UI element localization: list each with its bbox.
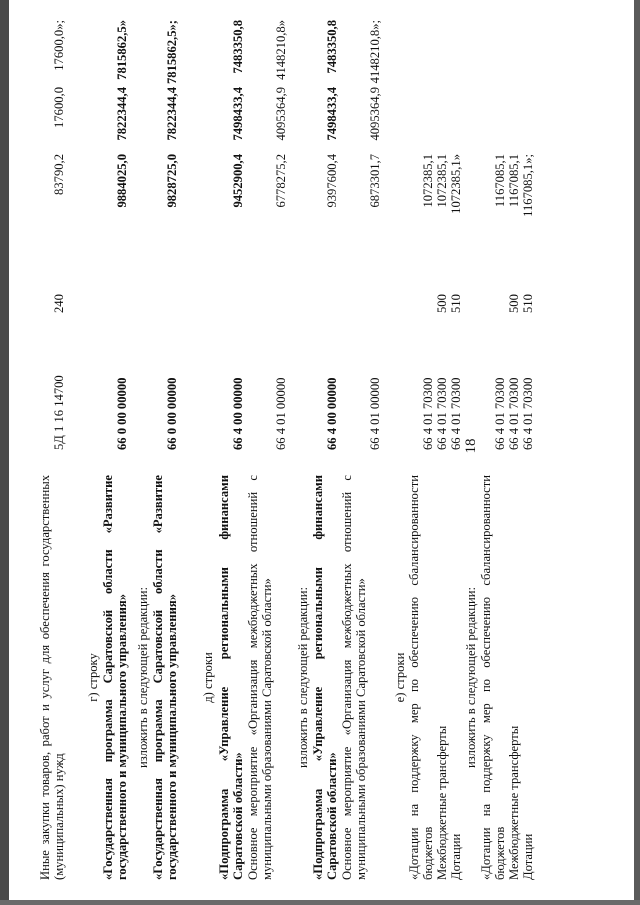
row-value-1: 6873301,7 [368, 154, 382, 208]
row-value-1: 9884025,0 [115, 154, 129, 208]
row-name: Дотации [521, 833, 535, 880]
row-kvr: 500 [507, 294, 521, 313]
row-value-3: 7815862,5»; [165, 20, 179, 85]
row-kcsr: 66 4 01 70300 [449, 377, 463, 450]
row-kcsr: 66 4 01 70300 [421, 377, 435, 450]
row-value-2: 17600,0 [52, 87, 66, 128]
redaction-note: изложить в следующей редакции: [296, 586, 310, 769]
row-value-1: 1167085,1»; [521, 154, 535, 217]
section-g-heading: г) строку [86, 653, 100, 702]
row-kcsr: 66 4 01 70300 [521, 377, 535, 450]
row-value-1: 9397600,4 [325, 154, 339, 208]
row-kcsr: 66 4 00 00000 [231, 377, 245, 450]
section-d-heading: д) строки [201, 652, 215, 703]
row-value-1: 1072385,1 [421, 154, 435, 208]
row-kvr: 510 [521, 294, 535, 313]
row-value-3: 17600,0»; [52, 20, 66, 71]
row-kcsr: 66 4 01 70300 [493, 377, 507, 450]
row-value-1: 9452900,4 [231, 154, 245, 208]
row-name: «Государственная программа Саратовской области «Развитие государственного и муниципального управления» [151, 475, 179, 880]
row-value-1: 1072385,1 [435, 154, 449, 208]
row-value-3: 4148210,8» [274, 20, 288, 80]
row-name: Межбюджетные трансферты [435, 725, 449, 880]
row-value-1: 1072385,1» [449, 154, 463, 214]
section-e-heading: е) строки [393, 652, 407, 703]
row-kvr: 510 [449, 294, 463, 313]
row-value-1: 1167085,1 [493, 154, 507, 208]
row-name: Основное мероприятие «Организация межбюджетных отношений с муниципальными образованиями Саратовской области» [340, 475, 368, 880]
row-kcsr: 66 4 01 00000 [274, 377, 288, 450]
row-value-2: 7498433,4 [231, 87, 245, 141]
row-name: «Государственная программа Саратовской области «Развитие государственного и муниципального управления» [101, 475, 129, 880]
row-value-2: 4095364,9 [274, 87, 288, 141]
scan-edge-bottom [0, 900, 640, 905]
row-value-3: 4148210,8»; [368, 20, 382, 84]
row-value-1: 6778275,2 [274, 154, 288, 208]
row-value-3: 7483350,8 [231, 20, 245, 74]
row-value-1: 9828725,0 [165, 154, 179, 208]
scan-edge-right [634, 0, 640, 905]
row-kcsr: 5Д 1 16 14700 [52, 375, 66, 450]
row-name: «Дотации на поддержку мер по обеспечению сбалансированности бюджетов [479, 475, 507, 880]
redaction-note: изложить в следующей редакции: [464, 586, 478, 769]
rotated-document-content [30, 20, 610, 880]
row-kcsr: 66 4 01 70300 [435, 377, 449, 450]
row-kvr: 240 [52, 294, 66, 313]
row-name: «Подпрограмма «Управление региональными финансами Саратовской области» [311, 475, 339, 880]
row-value-2: 7822344,4 [115, 87, 129, 141]
row-value-3: 7483350,8 [325, 20, 339, 74]
row-value-2: 4095364,9 [368, 87, 382, 141]
page-number: 18 [463, 438, 479, 454]
row-name: Дотации [449, 833, 463, 880]
row-kcsr: 66 0 00 00000 [115, 377, 129, 450]
row-kcsr: 66 4 00 00000 [325, 377, 339, 450]
row-kvr: 500 [435, 294, 449, 313]
row-kcsr: 66 4 01 00000 [368, 377, 382, 450]
row-value-3: 7815862,5» [115, 20, 129, 80]
row-value-1: 83790,2 [52, 154, 66, 195]
row-value-1: 1167085,1 [507, 154, 521, 208]
row-name: «Дотации на поддержку мер по обеспечению сбалансированности бюджетов [407, 475, 435, 880]
row-value-2: 7822344,4 [165, 87, 179, 141]
row-value-2: 7498433,4 [325, 87, 339, 141]
redaction-note: изложить в следующей редакции: [136, 586, 150, 769]
row-kcsr: 66 4 01 70300 [507, 377, 521, 450]
scan-edge-left [0, 0, 9, 905]
row-name: Межбюджетные трансферты [507, 725, 521, 880]
row-kcsr: 66 0 00 00000 [165, 377, 179, 450]
row-name: Иные закупки товаров, работ и услуг для обеспечения государственных (муниципальных) нужд [38, 475, 66, 880]
row-name: Основное мероприятие «Организация межбюджетных отношений с муниципальными образованиями Саратовской области» [246, 475, 274, 880]
row-name: «Подпрограмма «Управление региональными финансами Саратовской области» [217, 475, 245, 880]
